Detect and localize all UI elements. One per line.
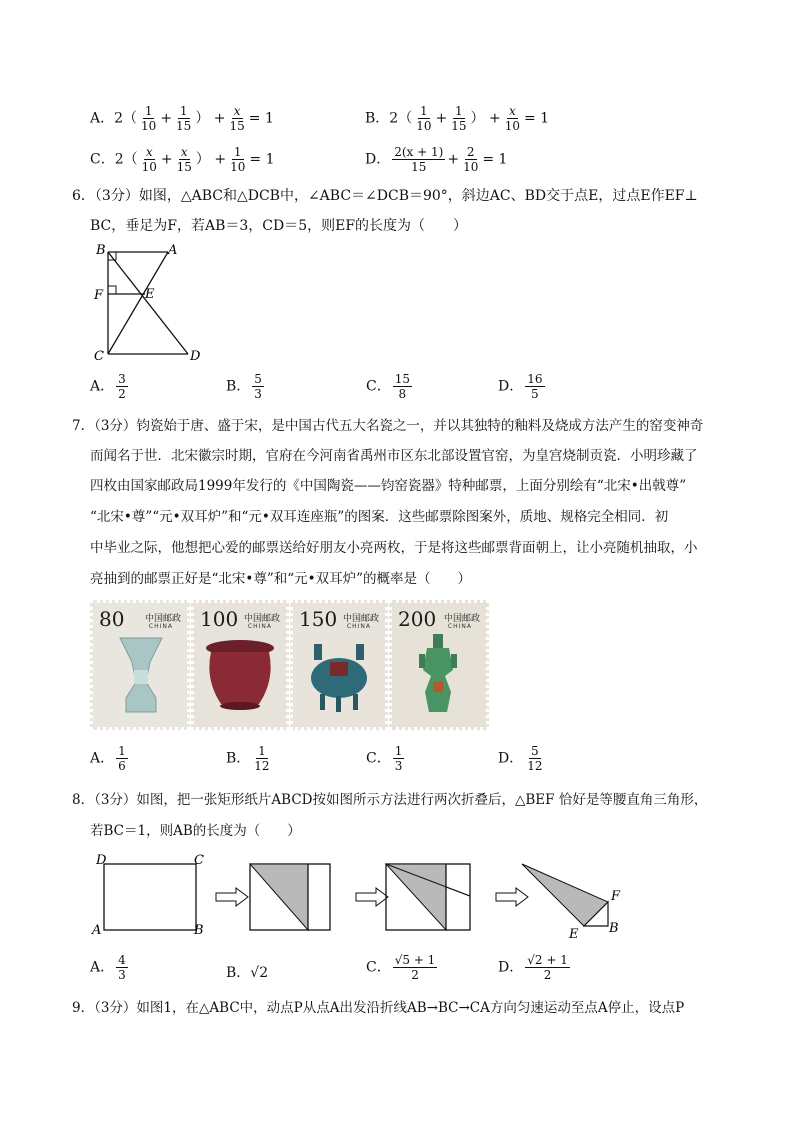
q7-stem-line6: 亮抽到的邮票正好是“北宋•尊”和“元•双耳炉”的概率是（ ） — [90, 571, 472, 587]
stamp-brand: 中国邮政 — [243, 614, 280, 624]
stamp-80 — [90, 600, 190, 730]
label-b: B — [194, 923, 204, 938]
stamp-country: CHINA — [346, 623, 371, 630]
stamp-brand: 中国邮政 — [443, 614, 480, 624]
rectangle-abcd — [104, 864, 196, 930]
stamp-100 — [191, 600, 289, 730]
q6-option-c: C． $\frac{15}{8}$ — [366, 372, 410, 401]
q8-figure — [88, 850, 638, 942]
q5-option-c: C．2（ $\frac{x}{10}$ + $\frac{x}{15}$ ） + $\frac{1}{10}$ = 1 — [90, 145, 275, 174]
stamp-brand: 中国邮政 — [342, 614, 379, 624]
label-b: B — [96, 243, 106, 258]
q8-option-d: D． $\frac{√2 + 1}{2}$ — [498, 953, 568, 982]
label-c: C — [194, 853, 204, 868]
q6-stem-line1: 6．（3分）如图，△ABC和△DCB中，∠ABC＝∠DCB＝90°，斜边AC、BD交于点E，过点E作EF⊥ — [72, 188, 698, 204]
label-f: F — [611, 889, 621, 904]
label-a: A — [168, 243, 178, 258]
option-label: A．2（ — [90, 110, 138, 127]
q8-option-b: B．√2 — [226, 965, 269, 981]
q8-stem-line2: 若BC＝1，则AB的长度为（ ） — [90, 823, 301, 839]
stamp-country: CHINA — [148, 623, 173, 630]
vase-icon — [389, 600, 489, 730]
line-ac — [108, 252, 168, 354]
bowl-zun-icon — [191, 600, 289, 730]
q8-option-a: A． $\frac{4}{3}$ — [90, 953, 126, 982]
stamp-country: CHINA — [247, 623, 272, 630]
q7-stem-line2: 而闻名于世．北宋徽宗时期，官府在今河南省禹州市区东北部设置官窑，为皇宫烧制贡瓷．小明珍藏了 — [90, 448, 698, 464]
label-d: D — [96, 853, 107, 868]
stamp-150 — [290, 600, 388, 730]
folded-triangle — [250, 864, 308, 930]
q7-stem-line3: 四枚由国家邮政局1999年发行的《中国陶瓷——钧窑瓷器》特种邮票，上面分别绘有“北宋•出戟尊” — [90, 478, 687, 494]
stamp-200 — [389, 600, 489, 730]
label-e: E — [145, 287, 155, 302]
q7-option-d: D． $\frac{5}{12}$ — [498, 744, 543, 773]
q7-option-c: C． $\frac{1}{3}$ — [366, 744, 403, 773]
line-bd — [108, 252, 188, 354]
q6-figure — [88, 240, 208, 368]
stamp-country: CHINA — [447, 623, 472, 630]
right-angle-f — [108, 286, 116, 294]
q6-stem-line2: BC，垂足为F，若AB＝3，CD＝5，则EF的长度为（ ） — [90, 218, 468, 234]
stamp-value: 100 — [200, 607, 239, 631]
q8-option-c: C． $\frac{√5 + 1}{2}$ — [366, 953, 436, 982]
q7-option-b: B． $\frac{1}{12}$ — [226, 744, 270, 773]
label-e: E — [569, 927, 579, 942]
label-b-final: B — [609, 921, 619, 936]
label-f: F — [94, 288, 104, 303]
arrow-right-icon — [356, 888, 388, 906]
stamp-value: 200 — [398, 607, 437, 631]
arrow-right-icon — [496, 888, 528, 906]
q8-stem-line1: 8．（3分）如图，把一张矩形纸片ABCD按如图所示方法进行两次折叠后，△BEF 恰好是等腰直角三角形， — [72, 792, 708, 808]
vase-zun-icon — [90, 600, 190, 730]
q7-stem-line4: “北宋•尊”“元•双耳炉”和“元•双耳连座瓶”的图案．这些邮票除图案外，质地、规格完全相同．初 — [90, 509, 669, 525]
q6-option-b: B． $\frac{5}{3}$ — [226, 372, 262, 401]
q7-option-a: A． $\frac{1}{6}$ — [90, 744, 126, 773]
label-c: C — [94, 349, 104, 364]
arrow-right-icon — [216, 888, 248, 906]
q9-stem-line1: 9．（3分）如图1，在△ABC中，动点P从点A出发沿折线AB→BC→CA方向匀速运动至点A停止，设点P — [72, 1000, 685, 1016]
stamp-brand: 中国邮政 — [144, 614, 181, 624]
q7-stem-line1: 7．（3分）钧瓷始于唐、盛于宋，是中国古代五大名瓷之一，并以其独特的釉料及烧成方法产生的窑变神奇 — [72, 418, 704, 434]
q7-stem-line5: 中毕业之际，他想把心爱的邮票送给好朋友小亮两枚，于是将这些邮票背面朝上，让小亮随机抽取，小 — [90, 540, 698, 556]
q5-option-d: D． $\frac{2(x + 1)}{15}$ + $\frac{2}{10}$ = 1 — [365, 145, 508, 174]
stamp-value: 150 — [299, 607, 338, 631]
q6-option-a: A． $\frac{3}{2}$ — [90, 372, 126, 401]
label-d: D — [190, 349, 201, 364]
censer-icon — [290, 600, 388, 730]
stamp-value: 80 — [99, 607, 125, 631]
label-a: A — [92, 923, 102, 938]
q6-option-d: D． $\frac{16}{5}$ — [498, 372, 543, 401]
q5-option-a: A．2（ $\frac{1}{10}$ + $\frac{1}{15}$ ） + $\frac{x}{15}$ = 1 — [90, 104, 274, 133]
q5-option-b: B．2（ $\frac{1}{10}$ + $\frac{1}{15}$ ） + $\frac{x}{10}$ = 1 — [365, 104, 550, 133]
